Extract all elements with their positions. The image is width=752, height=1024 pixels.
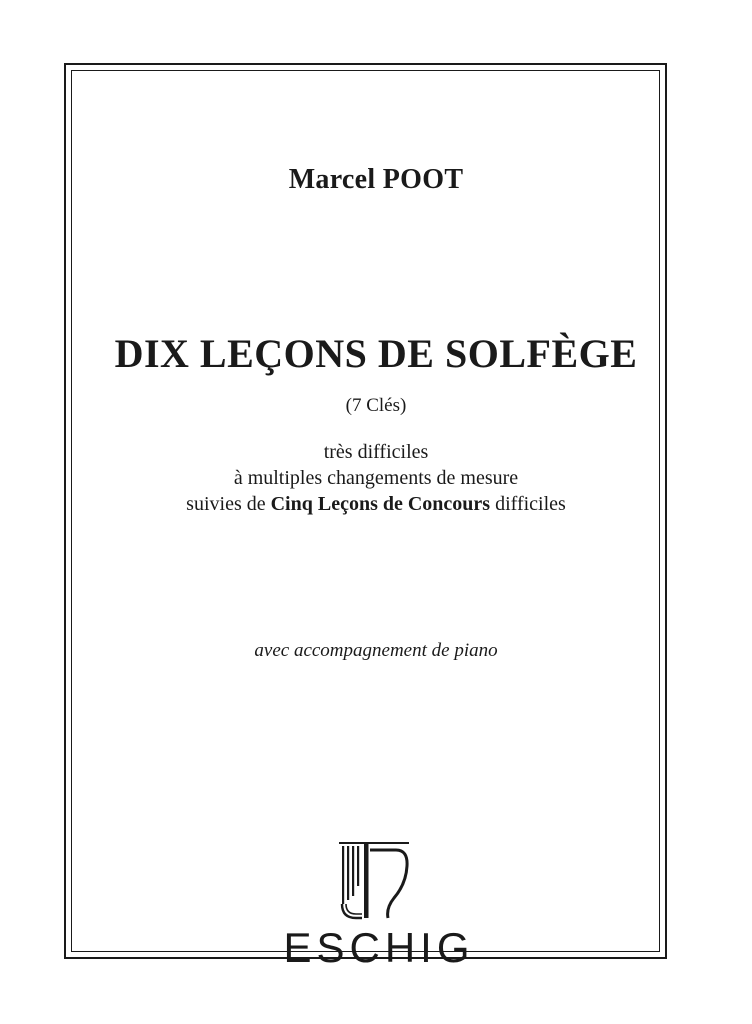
description-line-1: très difficiles: [323, 441, 429, 463]
description-line-3: [0, 493, 752, 516]
description-line-3-suffix: difficiles: [490, 493, 566, 515]
composer-name: Marcel POOT: [288, 164, 464, 195]
work-subtitle: (7 Clés): [345, 395, 407, 416]
description-line-3-bold: Cinq Leçons de Concours: [270, 493, 491, 515]
accompaniment-note: avec accompagnement de piano: [254, 640, 498, 661]
publisher-logo-icon: [332, 838, 414, 922]
work-title: DIX LEÇONS DE SOLFÈGE: [114, 331, 638, 376]
description-line-3-prefix: suivies de: [186, 493, 271, 515]
publisher-name: ESCHIG: [283, 924, 475, 971]
description-line-2: à multiples changements de mesure: [233, 467, 519, 489]
